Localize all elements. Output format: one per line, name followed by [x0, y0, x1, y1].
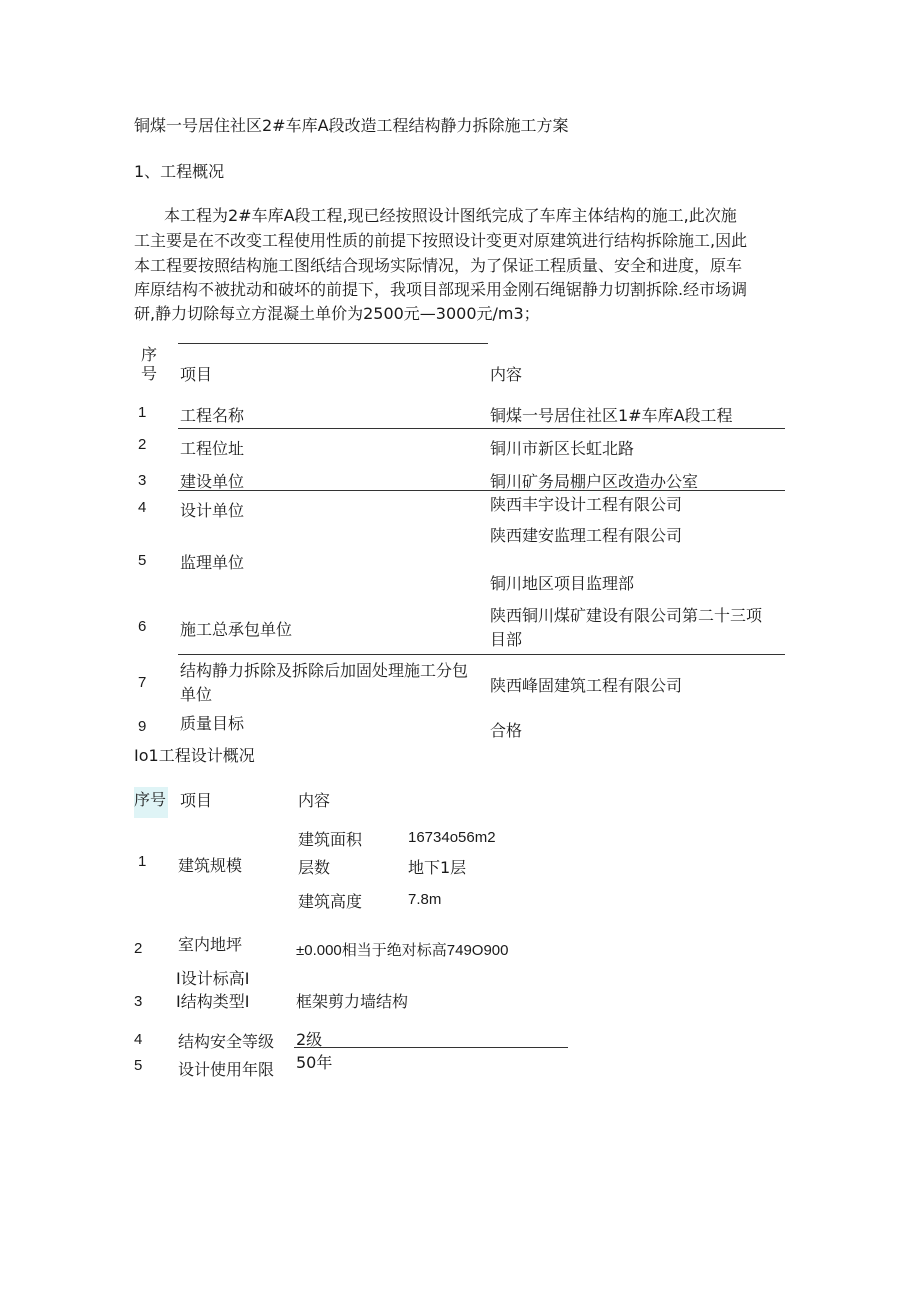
table2-sub-value: 7.8m	[408, 891, 442, 908]
table1-row-item: 施工总承包单位	[180, 620, 293, 639]
table2-sub-value: 16734o56m2	[408, 829, 496, 846]
table2-row-item: I结构类型I	[176, 992, 250, 1011]
table1-row-content: 目部	[490, 630, 523, 649]
table1-row-item: 工程位址	[180, 439, 245, 458]
table1-row-seq: 1	[138, 404, 147, 421]
table1-row-item: 设计单位	[180, 501, 245, 520]
table2-row-content: 2级	[296, 1030, 323, 1049]
table1-row-content: 铜川市新区长虹北路	[490, 439, 635, 458]
table2-row-seq: 1	[138, 853, 147, 870]
table1-row-seq: 7	[138, 674, 147, 691]
table2-row-item: I设计标高I	[176, 969, 250, 988]
table1-header-item: 项目	[180, 365, 213, 384]
table1-row-content: 陕西建安监理工程有限公司	[490, 526, 683, 545]
table2-header-seq: 序号	[134, 787, 168, 818]
table-rule	[178, 343, 488, 344]
table2-row-content: 50年	[296, 1053, 333, 1072]
intro-line: 库原结构不被扰动和破坏的前提下，我项目部现采用金刚石绳锯静力切割拆除.经市场调	[134, 280, 748, 299]
table1-row-content: 铜煤一号居住社区1#车库A段工程	[490, 406, 733, 425]
table2-row-content: ±0.000相当于绝对标高749O900	[296, 942, 509, 959]
table1-row-content: 合格	[490, 721, 523, 740]
intro-line: 本工程为2#车库A段工程,现已经按照设计图纸完成了车库主体结构的施工,此次施	[164, 206, 737, 225]
table1-row-item: 监理单位	[180, 553, 245, 572]
document-title: 铜煤一号居住社区2#车库A段改造工程结构静力拆除施工方案	[134, 116, 569, 135]
table-rule	[178, 490, 785, 491]
table2-sub-label: 建筑高度	[298, 892, 363, 911]
section-heading-overview: 1、工程概况	[134, 162, 225, 181]
intro-line: 研,静力切除每立方混凝土单价为2500元—3000元/m3；	[134, 304, 540, 323]
table1-row-content: 陕西峰固建筑工程有限公司	[490, 676, 683, 695]
table1-row-seq: 9	[138, 718, 147, 735]
table1-row-seq: 5	[138, 552, 147, 569]
table-rule	[178, 428, 785, 429]
table2-row-seq: 2	[134, 940, 143, 957]
table2-header-content: 内容	[298, 791, 331, 810]
table1-row-content: 铜川矿务局棚户区改造办公室	[490, 472, 699, 491]
intro-line: 本工程要按照结构施工图纸结合现场实际情况，为了保证工程质量、安全和进度，原车	[134, 256, 743, 275]
intro-line: 工主要是在不改变工程使用性质的前提下按照设计变更对原建筑进行结构拆除施工,因此	[134, 231, 748, 250]
table1-row-item: 工程名称	[180, 406, 245, 425]
table1-row-seq: 4	[138, 499, 147, 516]
table-rule	[178, 654, 785, 655]
table2-row-seq: 3	[134, 993, 143, 1010]
table2-row-item: 建筑规模	[178, 856, 243, 875]
table2-row-item: 结构安全等级	[178, 1032, 275, 1051]
section-heading-design: Io1工程设计概况	[134, 746, 255, 765]
table2-sub-label: 层数	[298, 858, 331, 877]
table1-row-item: 单位	[180, 685, 213, 704]
table2-header-item: 项目	[180, 791, 213, 810]
table2-sub-value: 地下1层	[408, 858, 467, 877]
table-rule	[294, 1047, 568, 1048]
table1-row-content: 陕西铜川煤矿建设有限公司第二十三项	[490, 606, 763, 625]
table1-row-item: 结构静力拆除及拆除后加固处理施工分包	[180, 661, 469, 680]
table1-header-seq: 序号	[141, 345, 158, 383]
table1-row-item: 质量目标	[180, 714, 245, 733]
table2-row-item: 室内地坪	[178, 935, 243, 954]
table1-row-seq: 6	[138, 618, 147, 635]
table1-row-item: 建设单位	[180, 472, 245, 491]
table1-row-content: 铜川地区项目监理部	[490, 574, 635, 593]
table2-sub-label: 建筑面积	[298, 830, 363, 849]
table1-row-seq: 2	[138, 436, 147, 453]
table2-row-content: 框架剪力墙结构	[296, 992, 409, 1011]
table2-row-seq: 4	[134, 1031, 143, 1048]
table2-row-seq: 5	[134, 1057, 143, 1074]
table2-row-item: 设计使用年限	[178, 1060, 275, 1079]
table1-row-seq: 3	[138, 472, 147, 489]
table1-row-content: 陕西丰宇设计工程有限公司	[490, 495, 683, 514]
table1-header-content: 内容	[490, 365, 523, 384]
